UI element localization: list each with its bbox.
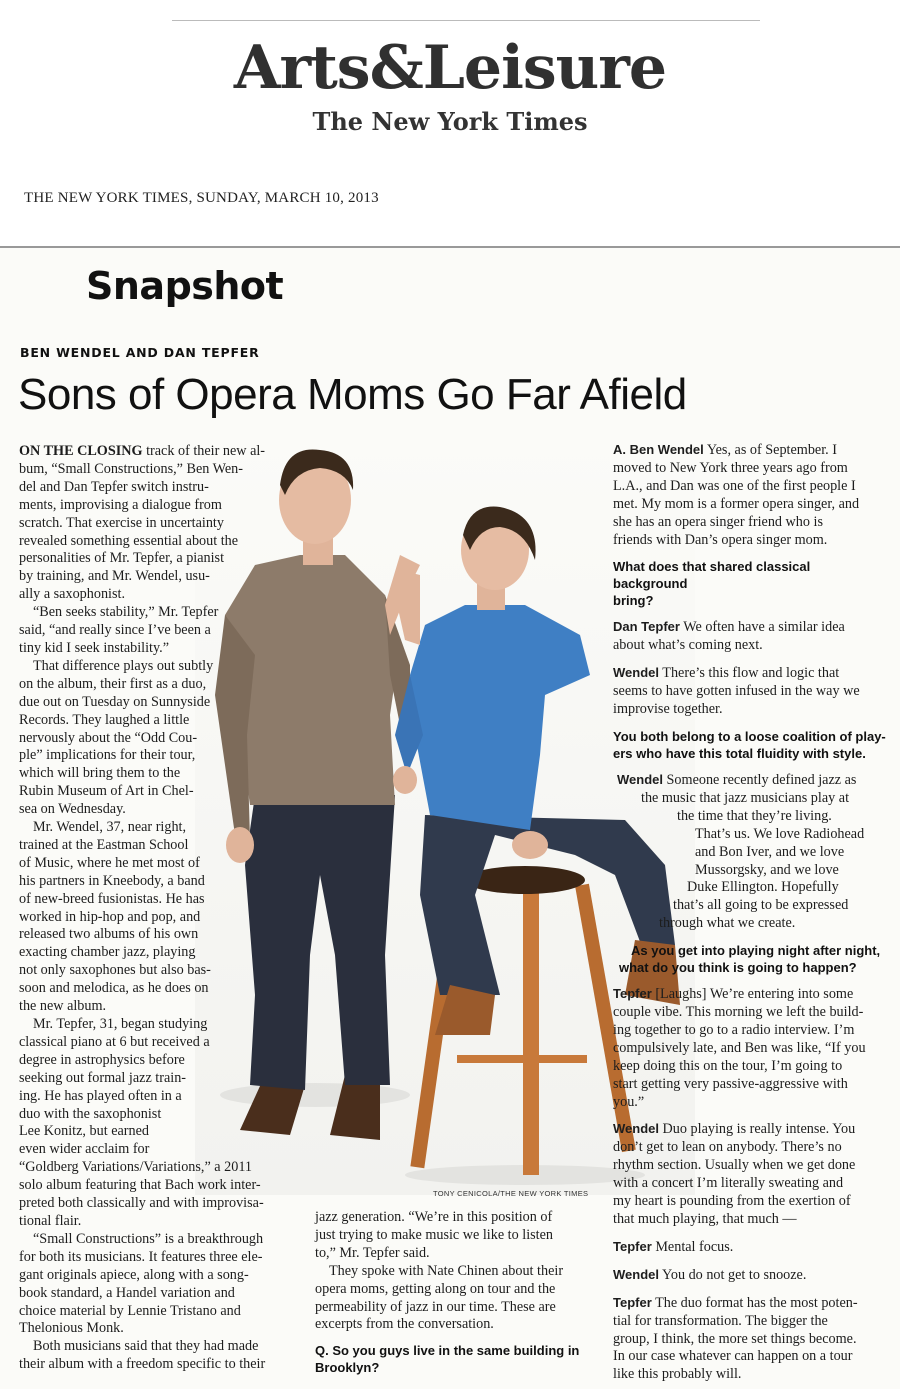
text-line: ing. He has played often in a (19, 1087, 182, 1104)
interview-column (613, 441, 888, 1384)
text-line: trained at the Eastman School (19, 836, 189, 853)
interview-question: As you get into playing night after night, (631, 943, 881, 959)
text-line: opera moms, getting along on tour and the (315, 1280, 556, 1297)
text-line: improvise together. (613, 701, 723, 718)
text-line: preted both classically and with improvisa- (19, 1195, 264, 1212)
lead-in: ON THE CLOSING (19, 443, 143, 459)
text-line: don’t get to lean on anybody. There’s no (613, 1139, 842, 1156)
text-line: his partners in Kneebody, a band (19, 872, 205, 889)
text-line: Lee Konitz, but earned (19, 1123, 149, 1140)
text-line: tiny kid I seek instability.” (19, 639, 169, 656)
speaker-label: Wendel (617, 771, 663, 787)
text-line: Duke Ellington. Hopefully (687, 879, 839, 896)
text-line: seems to have gotten infused in the way we (613, 683, 860, 700)
text-line: sea on Wednesday. (19, 801, 126, 818)
text-line: ally a saxophonist. (19, 586, 125, 603)
body-column-1 (19, 443, 279, 1374)
text-line: That’s us. We love Radiohead (695, 825, 865, 842)
text-line: duo with the saxophonist (19, 1105, 162, 1122)
text-line: In our case whatever can happen on a tour (613, 1348, 853, 1365)
interview-question: ers who have this total fluidity with style. (613, 745, 866, 761)
speaker-label: A. Ben Wendel (613, 442, 704, 457)
body-column-2 (315, 1209, 595, 1376)
speaker-label: Wendel (613, 665, 659, 681)
text-line: permeability of jazz in our time. These are (315, 1298, 556, 1315)
text-line: keep doing this on the tour, I’m going to (613, 1057, 843, 1074)
text-line: bum, “Small Constructions,” Ben Wen- (19, 460, 243, 477)
text-line: book standard, a Handel variation and (19, 1284, 235, 1301)
text-line: exacting chamber jazz, playing (19, 944, 196, 961)
text-line: you.” (613, 1093, 645, 1110)
text-line: rhythm section. Usually when we get done (613, 1157, 856, 1174)
speaker-label: Tepfer (613, 1238, 652, 1254)
text-line: compulsively late, and Ben was like, “If you (613, 1039, 866, 1056)
text-line: soon and melodica, as he does on (19, 980, 209, 997)
kicker: BEN WENDEL AND DAN TEPFER (20, 345, 260, 360)
interview-question: What does that shared classical background (613, 559, 811, 592)
text-line: moved to New York three years ago from (613, 459, 848, 476)
text-line: ple” implications for their tour, (19, 747, 196, 764)
text-line: due out on Tuesday on Sunnyside (19, 693, 211, 710)
speaker-label: Dan Tepfer (613, 619, 680, 635)
dateline: THE NEW YORK TIMES, SUNDAY, MARCH 10, 2013 (24, 190, 379, 206)
text-line: “Goldberg Variations/Variations,” a 2011 (19, 1159, 252, 1176)
text-line: Duo playing is really intense. You (662, 1121, 856, 1138)
text-line: “Small Constructions” is a breakthrough (33, 1230, 264, 1247)
interview-question: Q. So you guys live in the same building in (315, 1343, 580, 1359)
text-line: she has an opera singer friend who is (613, 513, 823, 530)
text-line: revealed something essential about the (19, 532, 239, 549)
speaker-label: Tepfer (613, 986, 652, 1002)
text-line: that much playing, that much — (613, 1211, 797, 1227)
text-line: L.A., and Dan was one of the first people I (613, 477, 856, 494)
text-line: Yes, as of September. I (706, 442, 837, 458)
text-line: friends with Dan’s opera singer mom. (613, 531, 828, 548)
text-line: Someone recently defined jazz as (666, 771, 857, 788)
text-line: jazz generation. “We’re in this position of (315, 1209, 553, 1225)
text-line: That difference plays out subtly (33, 657, 214, 674)
text-line: met. My mom is a former opera singer, and (613, 495, 860, 512)
text-line: Rubin Museum of Art in Chel- (19, 783, 194, 800)
text-line: ments, improvising a dialogue from (19, 496, 222, 513)
interview-question: what do you think is going to happen? (619, 960, 857, 976)
text-line: like this probably will. (613, 1366, 742, 1383)
text-line: of Music, where he met most of (19, 854, 200, 871)
text-line: couple vibe. This morning we left the build- (613, 1004, 864, 1021)
text-line: [Laughs] We’re entering into some (655, 986, 854, 1003)
text-line: released two albums of his own (19, 926, 199, 943)
text-line: said, “and really since I’ve been a (19, 622, 211, 639)
interview-question: Brooklyn? (315, 1360, 380, 1376)
text-line: “Ben seeks stability,” Mr. Tepfer (33, 604, 219, 621)
text-line: start getting very passive-aggressive with (613, 1075, 848, 1092)
text-line: Mr. Wendel, 37, near right, (33, 819, 187, 836)
text-line: del and Dan Tepfer switch instru- (19, 478, 209, 495)
text-line: by training, and Mr. Wendel, usu- (19, 568, 210, 585)
text-line: ing together to go to a radio interview. I’m (613, 1021, 855, 1038)
text-line: Thelonious Monk. (19, 1320, 124, 1337)
text-line: classical piano at 6 but received a (19, 1033, 210, 1050)
text-line: tional flair. (19, 1212, 82, 1229)
text-line: worked in hip-hop and pop, and (19, 908, 201, 925)
text-line: their album with a freedom specific to their (19, 1356, 266, 1373)
speaker-label: Wendel (613, 1266, 659, 1282)
section-title: Arts&Leisure (233, 33, 667, 103)
headline: Sons of Opera Moms Go Far Afield (18, 370, 687, 419)
text-line: track of their new al- (146, 443, 266, 459)
text-line: There’s this flow and logic that (662, 665, 840, 682)
text-line: seeking out formal jazz train- (19, 1069, 187, 1086)
speaker-label: Tepfer (613, 1294, 652, 1310)
text-line: to,” Mr. Tepfer said. (315, 1244, 430, 1261)
text-line: Mussorgsky, and we love (695, 861, 839, 878)
text-line: They spoke with Nate Chinen about their (329, 1262, 564, 1279)
text-line: about what’s coming next. (613, 637, 763, 654)
text-line: Mental focus. (655, 1238, 734, 1255)
text-line: with a concert I’m literally sweating and (613, 1175, 844, 1192)
text-line: group, I think, the more set things become. (613, 1330, 857, 1347)
masthead-rule (172, 20, 760, 21)
text-line: tial for transformation. The bigger the (613, 1312, 828, 1329)
text-line: even wider acclaim for (19, 1141, 150, 1158)
photo-credit: TONY CENICOLA/THE NEW YORK TIMES (433, 1189, 589, 1198)
text-line: personalities of Mr. Tepfer, a pianist (19, 550, 225, 567)
rubric: Snapshot (86, 264, 284, 308)
text-line: Mr. Tepfer, 31, began studying (33, 1016, 208, 1032)
text-line: excerpts from the conversation. (315, 1316, 494, 1333)
text-line: the time that they’re living. (677, 807, 832, 824)
interview-question: bring? (613, 593, 654, 609)
text-line: just trying to make music we like to listen (315, 1226, 554, 1243)
text-line: on the album, their first as a duo, (19, 675, 207, 692)
text-line: the music that jazz musicians play at (641, 789, 850, 806)
text-line: not only saxophones but also bas- (19, 962, 211, 979)
text-line: that’s all going to be expressed (673, 897, 849, 914)
text-line: Records. They laughed a little (19, 711, 190, 728)
text-line: the new album. (19, 998, 107, 1015)
text-line: scratch. That exercise in uncertainty (19, 514, 224, 531)
text-line: and Bon Iver, and we love (695, 843, 845, 860)
text-line: Both musicians said that they had made (33, 1338, 259, 1355)
speaker-label: Wendel (613, 1121, 659, 1137)
text-line: You do not get to snooze. (662, 1266, 807, 1283)
text-line: through what we create. (659, 915, 796, 932)
text-line: solo album featuring that Bach work inter- (19, 1177, 261, 1194)
text-line: my heart is pounding from the exertion of (613, 1193, 851, 1210)
text-line: gant originals apiece, along with a song- (19, 1266, 249, 1283)
interview-question: You both belong to a loose coalition of play- (613, 728, 886, 744)
text-line: degree in astrophysics before (19, 1051, 185, 1068)
text-line: We often have a similar idea (683, 619, 845, 636)
text-line: which will bring them to the (19, 765, 181, 782)
text-line: choice material by Lennie Tristano and (19, 1302, 241, 1319)
text-line: nervously about the “Odd Cou- (19, 729, 198, 746)
newspaper-logo: The New York Times (312, 107, 588, 136)
text-line: of new-breed fusionistas. He has (19, 890, 205, 907)
text-line: The duo format has the most poten- (655, 1294, 858, 1311)
text-line: for both its musicians. It features three ele- (19, 1248, 263, 1265)
